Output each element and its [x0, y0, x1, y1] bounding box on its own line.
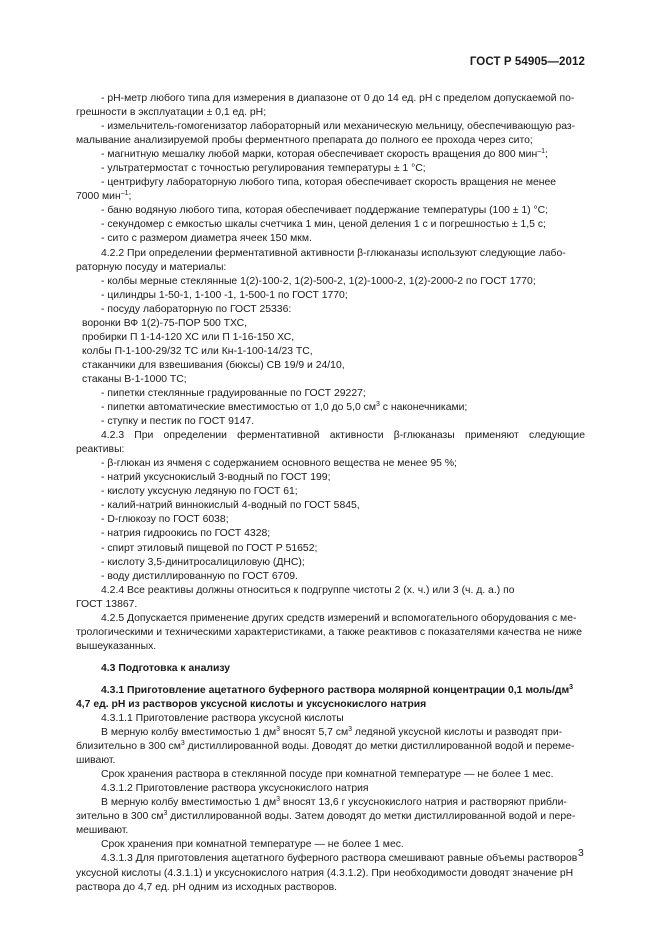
- text-line: - центрифугу лабораторную любого типа, которая обеспечивает скорость вращения не менее: [101, 177, 557, 189]
- list-item-ph-meter: [76, 92, 585, 106]
- text-line: 7000 мин: [76, 191, 121, 203]
- text-line: - измельчитель-гомогенизатор лабораторный или механическую мельницу, обеспечивающую раз-: [101, 121, 576, 133]
- text-line: малывание анализируемой пробы ферментного препарата до полного ее прохода через сито;: [76, 135, 533, 147]
- text-line: 4.2.3 При определении ферментативной активности β-глюканазы применяют следующие реактивы:: [76, 430, 585, 456]
- text-line: близительно в 300 см: [76, 741, 181, 753]
- clause-4-3-1-3-cont: [76, 867, 585, 881]
- clause-4-2-4: [76, 584, 585, 598]
- text-line: - пипетки стеклянные градуированные по ГОСТ 29227;: [101, 387, 366, 399]
- text-line: - калий-натрий виннокислый 4-водный по ГОСТ 5845,: [101, 500, 360, 512]
- list-item-water-bath: [76, 204, 585, 218]
- clause-4-3-1-2-text-end: [76, 824, 585, 838]
- sub-item-test-tubes: [76, 331, 585, 345]
- text-line: - pH-метр любого типа для измерения в диапазоне от 0 до 14 ед. pH с пределом допускаемой по-: [101, 93, 575, 104]
- list-item-centrifuge: [76, 176, 585, 190]
- list-item-tartrate: [76, 499, 585, 513]
- text-line: трологическими и техническими характеристиками, а также реактивов с показателями качества не ниже: [76, 626, 582, 638]
- clause-4-3-1-1: [76, 712, 585, 726]
- clause-4-3-1-1-storage: [76, 768, 585, 782]
- list-item-flasks: [76, 275, 585, 289]
- superscript: 3: [276, 796, 281, 804]
- text-line: с наконечниками;: [379, 402, 468, 414]
- superscript: –1: [120, 190, 129, 198]
- text-line: - воду дистиллированную по ГОСТ 6709.: [101, 570, 298, 582]
- text-line: В мерную колбу вместимостью 1 дм: [101, 797, 277, 809]
- list-item-water: [76, 570, 585, 584]
- list-item-mortar: [76, 415, 585, 429]
- list-item-grinder: [76, 120, 585, 134]
- text-line: мешивают.: [76, 825, 129, 837]
- list-item-glucose: [76, 513, 585, 527]
- text-line: - магнитную мешалку любой марки, которая обеспечивает скорость вращения до 800 мин: [101, 149, 538, 161]
- list-item-pipettes-auto: [76, 401, 585, 415]
- list-item-stirrer: [76, 148, 585, 162]
- superscript: –1: [537, 148, 545, 156]
- list-item-ethanol: [76, 542, 585, 556]
- clause-4-3-1-2-text-cont: [76, 810, 585, 824]
- text-line: пробирки П 1-14-120 ХС или П 1-16-150 ХС,: [82, 331, 295, 343]
- text-line: вносят 5,7 см: [280, 727, 349, 739]
- text-line: 4.2.4 Все реактивы должны относиться к подгруппе чистоты 2 (х. ч.) или 3 (ч. д. а.) по: [101, 584, 515, 596]
- text-line: шивают.: [76, 755, 116, 767]
- document-body: [76, 92, 585, 895]
- superscript: 3: [348, 726, 353, 734]
- clause-4-2-5: [76, 612, 585, 626]
- clause-4-3-1-3-end: [76, 881, 585, 895]
- text-line: - посуду лабораторную по ГОСТ 25336:: [101, 303, 292, 315]
- clause-4-2-2-cont: [76, 261, 585, 275]
- text-line: 4.3.1.3 Для приготовления ацетатного буферного раствора смешивают равные объемы растворов: [101, 853, 578, 865]
- text-line: 4,7 ед. pH из растворов уксусной кислоты и уксуснокислого натрия: [76, 698, 427, 710]
- clause-4-2-3: [76, 429, 585, 457]
- superscript: 3: [375, 401, 380, 409]
- text-line: ГОСТ 13867.: [76, 598, 138, 610]
- text-line: ;: [544, 149, 548, 161]
- text-line: вышеуказанных.: [76, 640, 157, 652]
- text-line: стаканы В-1-1000 ТС;: [82, 373, 187, 385]
- text-line: дистиллированной воды. Доводят до метки дистиллированной водой и переме-: [184, 741, 575, 753]
- text-line: ледяной уксусной кислоты и разводят при-: [352, 727, 563, 739]
- text-line: колбы П-1-100-29/32 ТС или Кн-1-100-14/23 ТС,: [82, 345, 313, 357]
- text-line: 4.3.1.2 Приготовление раствора уксуснокислого натрия: [101, 783, 369, 795]
- clause-4-3-1-3: [76, 852, 585, 866]
- text-line: зительно в 300 см: [76, 811, 164, 823]
- clause-4-2-5-cont: [76, 626, 585, 640]
- text-line: - баню водяную любого типа, которая обеспечивает поддержание температуры (100 ± 1) °С;: [101, 205, 549, 217]
- text-line: 4.3 Подготовка к анализу: [101, 662, 231, 674]
- subsection-heading-4-3-1-cont: [76, 698, 585, 712]
- clause-4-3-1-1-text-end: [76, 754, 585, 768]
- text-line: - β-глюкан из ячменя с содержанием основного вещества не менее 95 %;: [101, 458, 457, 470]
- list-item-pipettes-glass: [76, 387, 585, 401]
- text-line: - натрия гидроокись по ГОСТ 4328;: [101, 528, 271, 540]
- list-item-naoh: [76, 527, 585, 541]
- text-line: - кислоту 3,5-динитросалициловую (ДНС);: [101, 556, 305, 568]
- text-line: 4.2.5 Допускается применение других средств измерений и вспомогательного оборудования с ме-: [101, 612, 577, 624]
- text-line: - ультратермостат с точностью регулирования температуры ± 1 °С;: [101, 163, 426, 175]
- text-line: 4.3.1 Приготовление ацетатного буферного раствора молярной концентрации 0,1 моль/дм: [101, 684, 570, 696]
- section-heading-4-3: [76, 662, 585, 676]
- clause-4-3-1-2: [76, 782, 585, 796]
- clause-4-3-1-1-text: [76, 726, 585, 740]
- text-line: стаканчики для взвешивания (бюксы) СВ 19/9 и 24/10,: [82, 359, 345, 371]
- list-item-centrifuge-cont: [76, 190, 585, 204]
- superscript: 3: [569, 683, 574, 691]
- list-item-grinder-cont: [76, 134, 585, 148]
- sub-item-beakers: [76, 373, 585, 387]
- clause-4-3-1-2-storage: [76, 838, 585, 852]
- page-number: 3: [578, 848, 584, 859]
- text-line: - секундомер с емкостью шкалы счетчика 1 мин, ценой деления 1 с и погрешностью ± 1,5 с;: [101, 219, 546, 231]
- subsection-heading-4-3-1: [76, 684, 585, 698]
- text-line: - D-глюкозу по ГОСТ 6038;: [101, 514, 229, 526]
- text-line: В мерную колбу вместимостью 1 дм: [101, 727, 277, 739]
- superscript: 3: [180, 740, 185, 748]
- text-line: раствора до 4,7 ед. pH одним из исходных растворов.: [76, 881, 338, 893]
- sub-item-funnels: [76, 317, 585, 331]
- text-line: ;: [128, 191, 132, 203]
- list-item-sodium-acetate: [76, 471, 585, 485]
- list-item-cylinders: [76, 289, 585, 303]
- text-line: - ступку и пестик по ГОСТ 9147.: [101, 416, 255, 428]
- text-line: - натрий уксуснокислый 3-водный по ГОСТ 199;: [101, 472, 331, 484]
- text-line: воронки ВФ 1(2)-75-ПОР 500 ТХС,: [82, 317, 247, 329]
- text-line: - кислоту уксусную ледяную по ГОСТ 61;: [101, 486, 298, 498]
- clause-4-2-2: [76, 247, 585, 261]
- clause-4-2-5-end: [76, 640, 585, 654]
- list-item-glassware: [76, 303, 585, 317]
- text-line: 4.2.2 При определении ферментативной активности β-глюканазы используют следующие лабо-: [101, 247, 566, 259]
- text-line: 4.3.1.1 Приготовление раствора уксусной кислоты: [101, 713, 344, 725]
- list-item-acetic-acid: [76, 485, 585, 499]
- sub-item-flasks-p: [76, 345, 585, 359]
- list-item-dns: [76, 556, 585, 570]
- list-item-beta-glucan: [76, 457, 585, 471]
- text-line: уксусной кислоты (4.3.1.1) и уксуснокислого натрия (4.3.1.2). При необходимости доводят значение pH: [76, 867, 574, 879]
- clause-4-2-4-cont: [76, 598, 585, 612]
- text-line: - колбы мерные стеклянные 1(2)-100-2, 1(2)-500-2, 1(2)-1000-2, 1(2)-2000-2 по ГОСТ 1770;: [101, 275, 536, 287]
- list-item-ultrathermostat: [76, 162, 585, 176]
- text-line: - спирт этиловый пищевой по ГОСТ Р 51652;: [101, 542, 318, 554]
- sub-item-weighing-cups: [76, 359, 585, 373]
- text-line: грешности в эксплуатации ± 0,1 ед. pH;: [76, 107, 267, 119]
- superscript: 3: [163, 810, 168, 818]
- superscript: 3: [276, 726, 281, 734]
- text-line: вносят 13,6 г уксуснокислого натрия и растворяют прибли-: [280, 797, 567, 809]
- text-line: Срок хранения при комнатной температуре — не более 1 мес.: [101, 839, 404, 851]
- text-line: - сито с размером диаметра ячеек 150 мкм.: [101, 233, 312, 245]
- clause-4-3-1-2-text: [76, 796, 585, 810]
- list-item-stopwatch: [76, 218, 585, 232]
- text-line: - цилиндры 1-50-1, 1-100 -1, 1-500-1 по ГОСТ 1770;: [101, 289, 348, 301]
- text-line: - пипетки автоматические вместимостью от 1,0 до 5,0 см: [101, 402, 376, 414]
- standard-header: ГОСТ Р 54905—2012: [469, 56, 585, 68]
- text-line: Срок хранения раствора в стеклянной посуде при комнатной температуре — не более 1 мес.: [101, 769, 554, 781]
- text-line: дистиллированной воды. Затем доводят до метки дистиллированной водой и пере-: [167, 811, 576, 823]
- list-item-ph-meter-cont: [76, 106, 585, 120]
- clause-4-3-1-1-text-cont: [76, 740, 585, 754]
- text-line: раторную посуду и материалы:: [76, 261, 227, 273]
- list-item-sieve: [76, 232, 585, 246]
